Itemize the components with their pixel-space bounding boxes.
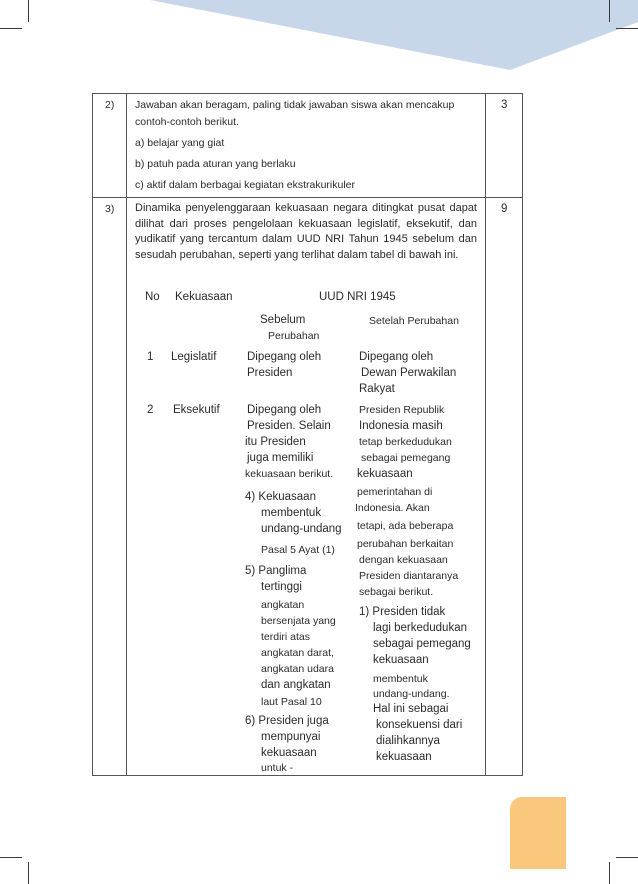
after-text: Hal ini sebagai [373, 703, 449, 715]
row-paragraph: Dinamika penyelenggaraan kekuasaan negara ditingkat pusat dapat dilihat dari proses pengelolaan kekuasaan legislatif, eksekutif, dan yudikatif yang tercantum dalam UUD NRI Tahun 1945 sebelum dan sesudah perubahan, seperti yang terlihat dalam tabel di bawah ini. [135, 202, 477, 261]
row-no: 2 [147, 404, 154, 416]
col-header-uud: UUD NRI 1945 [319, 291, 396, 303]
col-header-before: Sebelum [260, 314, 306, 326]
before-text: angkatan [261, 599, 305, 611]
before-text: kekuasaan [261, 747, 317, 759]
answer-table [92, 93, 523, 776]
crop-mark [616, 857, 638, 858]
after-text: konsekuensi dari [376, 719, 463, 731]
after-text: membentuk [373, 673, 428, 685]
col-header-power: Kekuasaan [175, 291, 233, 303]
crop-mark [28, 862, 29, 884]
header-banner [0, 0, 638, 80]
page-tab [510, 797, 566, 869]
after-text: Rakyat [359, 383, 395, 395]
after-text: dialihkannya [376, 735, 440, 747]
after-text: Dewan Perwakilan [361, 367, 457, 379]
crop-mark [0, 28, 22, 29]
after-text: dengan kekuasaan [359, 554, 448, 566]
crop-mark [609, 862, 610, 884]
before-text: untuk - [261, 762, 294, 774]
row-number: 3) [105, 203, 115, 215]
crop-mark [616, 28, 638, 29]
before-text: Presiden [247, 367, 293, 379]
after-text: Indonesia. Akan [355, 502, 430, 514]
before-text: kekuasaan berikut. [245, 468, 334, 480]
before-text: 4) Kekuasaan [245, 491, 316, 503]
before-text: 6) Presiden juga [245, 715, 329, 727]
col-header-no: No [145, 291, 160, 303]
before-text: Pasal 5 Ayat (1) [261, 544, 335, 556]
crop-mark [609, 0, 610, 22]
list-item: b) patuh pada aturan yang berlaku [135, 158, 296, 170]
before-text: terdiri atas [261, 631, 311, 643]
row-score: 3 [501, 99, 508, 111]
before-text: juga memiliki [247, 452, 314, 464]
col-header-before: Perubahan [268, 330, 320, 342]
after-text: 1) Presiden tidak [359, 606, 446, 618]
before-text: Dipegang oleh [247, 351, 322, 363]
before-text: 5) Panglima [245, 565, 307, 577]
after-text: undang-undang. [373, 688, 450, 700]
row-no: 1 [147, 351, 154, 363]
row-number: 2) [105, 99, 115, 111]
before-text: Presiden. Selain [247, 420, 331, 432]
before-text: mempunyai [261, 731, 321, 743]
row-power: Legislatif [171, 351, 217, 363]
col-header-after: Setelah Perubahan [369, 315, 459, 327]
before-text: undang-undang [261, 523, 342, 535]
after-text: Indonesia masih [359, 420, 443, 432]
row-text: Jawaban akan beragam, paling tidak jawaban siswa akan mencakup [135, 99, 455, 111]
before-text: angkatan darat, [261, 647, 334, 659]
after-text: tetap berkedudukan [359, 436, 452, 448]
after-text: lagi berkedudukan [373, 622, 467, 634]
list-item: c) aktif dalam berbagai kegiatan ekstrakurikuler [135, 179, 356, 191]
before-text: dan angkatan [261, 679, 331, 691]
after-text: sebagai pemegang [373, 638, 471, 650]
after-text: tetapi, ada beberapa [357, 520, 454, 532]
after-text: kekuasaan [373, 654, 429, 666]
row-score: 9 [501, 203, 508, 215]
before-text: itu Presiden [245, 436, 306, 448]
after-text: sebagai berikut. [359, 586, 434, 598]
before-text: Dipegang oleh [247, 404, 322, 416]
after-text: kekuasaan [376, 751, 432, 763]
after-text: Presiden diantaranya [359, 570, 459, 582]
row-power: Eksekutif [173, 404, 220, 416]
after-text: sebagai pemegang [361, 452, 451, 464]
before-text: laut Pasal 10 [261, 696, 322, 708]
list-item: a) belajar yang giat [135, 137, 225, 149]
before-text: tertinggi [261, 581, 302, 593]
after-text: pemerintahan di [357, 486, 433, 498]
row-text: contoh-contoh berikut. [135, 116, 239, 128]
before-text: membentuk [261, 507, 322, 519]
after-text: Dipegang oleh [359, 351, 434, 363]
crop-mark [28, 0, 29, 22]
before-text: bersenjata yang [261, 615, 336, 627]
crop-mark [0, 857, 22, 858]
before-text: angkatan udara [261, 663, 334, 675]
after-text: Presiden Republik [359, 404, 445, 416]
after-text: kekuasaan [357, 468, 413, 480]
after-text: perubahan berkaitan [357, 538, 454, 550]
